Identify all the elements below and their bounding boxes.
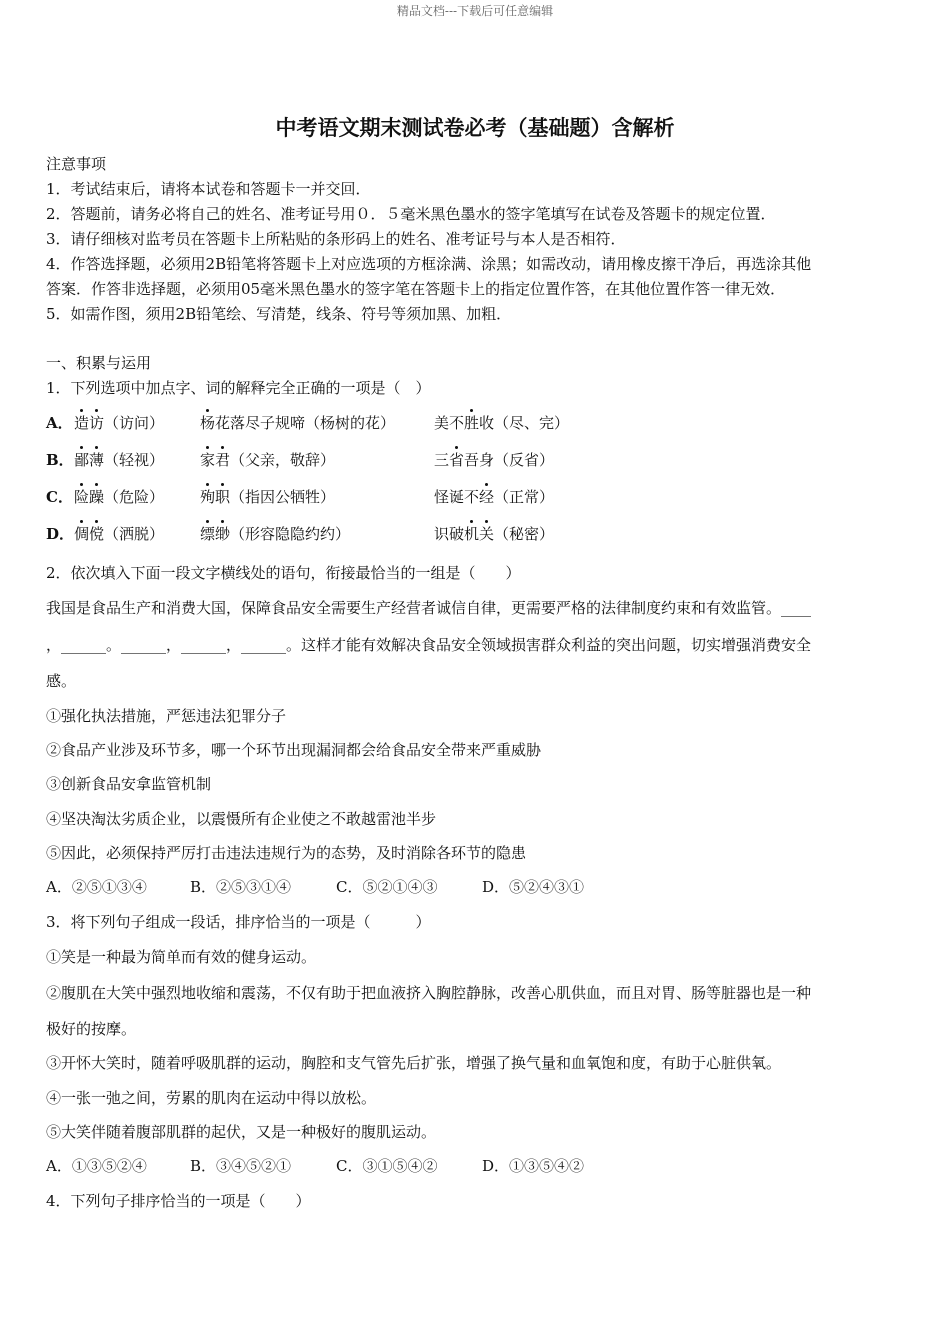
page-header: 精品文档---下载后可任意编辑 <box>396 4 554 18</box>
q2-option-a: A．②⑤①③④ <box>46 878 147 896</box>
q2-stem: 2．依次填入下面一段文字横线处的语句，衔接最恰当的一组是（ ） <box>46 564 521 582</box>
notice-item-2: 2．答题前，请务必将自己的姓名、准考证号用０．５毫米黑色墨水的签字笔填写在试卷及答题卡的规定位置． <box>46 205 776 223</box>
q2-option-b: B．②⑤③①④ <box>190 878 292 896</box>
q1-c-col1: 险躁（危险） <box>74 488 165 506</box>
q1-b-col1: 鄙薄（轻视） <box>74 451 165 469</box>
q3-item-cont: 极好的按摩。 <box>46 1020 137 1038</box>
q1-a-col3: 美不胜收（尽、完） <box>434 414 570 432</box>
q4-stem: 4．下列句子排序恰当的一项是（ ） <box>46 1192 311 1210</box>
q2-item: ③创新食品安拿监管机制 <box>46 775 212 793</box>
q3-option-d: D．①③⑤④② <box>482 1157 585 1175</box>
q3-option-b: B．③④⑤②① <box>190 1157 292 1175</box>
notice-item-4: 4．作答选择题，必须用2B铅笔将答题卡上对应选项的方框涂满、涂黑；如需改动，请用橡皮擦干净后，再选涂其他 <box>46 255 812 273</box>
q3-item: ①笑是一种最为简单而有效的健身运动。 <box>46 948 317 966</box>
q2-item: ④坚决淘汰劣质企业，以震慑所有企业使之不敢越雷池半步 <box>46 810 437 828</box>
q2-option-d: D．⑤②④③① <box>482 878 585 896</box>
notice-item-1: 1．考试结束后，请将本试卷和答题卡一并交回． <box>46 180 371 198</box>
q3-item: ②腹肌在大笑中强烈地收缩和震荡，不仅有助于把血液挤入胸腔静脉，改善心肌供血，而且对胃、肠等脏器也是一种 <box>46 984 812 1002</box>
q2-passage-line: 我国是食品生产和消费大国，保障食品安全需要生产经营者诚信自律，更需要严格的法律制度约束和有效监管。____ <box>46 599 812 617</box>
q1-option-label: D． <box>46 525 75 543</box>
q1-a-col1: 造访（访问） <box>74 414 165 432</box>
q3-option-c: C．③①⑤④② <box>336 1157 438 1175</box>
q1-d-col2: 缥缈（形容隐隐约约） <box>200 525 351 543</box>
q1-option-label: A． <box>46 414 73 432</box>
q1-d-col1: 倜傥（洒脱） <box>74 525 165 543</box>
q1-c-col2: 殉职（指因公牺牲） <box>200 488 336 506</box>
q2-passage-line: ，______。______，______，______。这样才能有效解决食品安全领域损害群众利益的突出问题，切实增强消费安全 <box>46 636 812 654</box>
q2-option-c: C．⑤②①④③ <box>336 878 438 896</box>
notice-item-5: 5．如需作图，须用2B铅笔绘、写清楚，线条、符号等须加黑、加粗． <box>46 305 512 323</box>
q2-passage-line: 感。 <box>46 672 77 690</box>
q2-item: ⑤因此，必须保持严厉打击违法违规行为的态势，及时消除各环节的隐患 <box>46 844 527 862</box>
section-heading: 一、积累与运用 <box>46 354 152 372</box>
q1-b-col3: 三省吾身（反省） <box>434 451 555 469</box>
q1-b-col2: 家君（父亲，敬辞） <box>200 451 336 469</box>
q1-a-col2: 杨花落尽子规啼（杨树的花） <box>200 414 396 432</box>
q3-item: ⑤大笑伴随着腹部肌群的起伏，又是一种极好的腹肌运动。 <box>46 1123 437 1141</box>
notice-item-4-cont: 答案．作答非选择题，必须用05毫米黑色墨水的签字笔在答题卡上的指定位置作答，在其他位置作答一律无效． <box>46 280 786 298</box>
q1-stem: 1．下列选项中加点字、词的解释完全正确的一项是（ ） <box>46 379 431 397</box>
q3-option-a: A．①③⑤②④ <box>46 1157 147 1175</box>
q1-c-col3: 怪诞不经（正常） <box>434 488 555 506</box>
q1-option-label: B． <box>46 451 74 469</box>
q3-stem: 3．将下列句子组成一段话，排序恰当的一项是（ ） <box>46 913 431 931</box>
q1-d-col3: 识破机关（秘密） <box>434 525 555 543</box>
q2-item: ①强化执法措施，严惩违法犯罪分子 <box>46 707 287 725</box>
q1-option-label: C． <box>46 488 73 506</box>
q3-item: ④一张一弛之间，劳累的肌肉在运动中得以放松。 <box>46 1089 377 1107</box>
q3-item: ③开怀大笑时，随着呼吸肌群的运动，胸腔和支气管先后扩张，增强了换气量和血氧饱和度，有助于心脏供氧。 <box>46 1054 782 1072</box>
notice-heading: 注意事项 <box>46 155 107 173</box>
page-title: 中考语文期末测试卷必考（基础题）含解析 <box>275 116 675 140</box>
notice-item-3: 3．请仔细核对监考员在答题卡上所粘贴的条形码上的姓名、准考证号与本人是否相符． <box>46 230 626 248</box>
q2-item: ②食品产业涉及环节多，哪一个环节出现漏洞都会给食品安全带来严重威胁 <box>46 741 542 759</box>
